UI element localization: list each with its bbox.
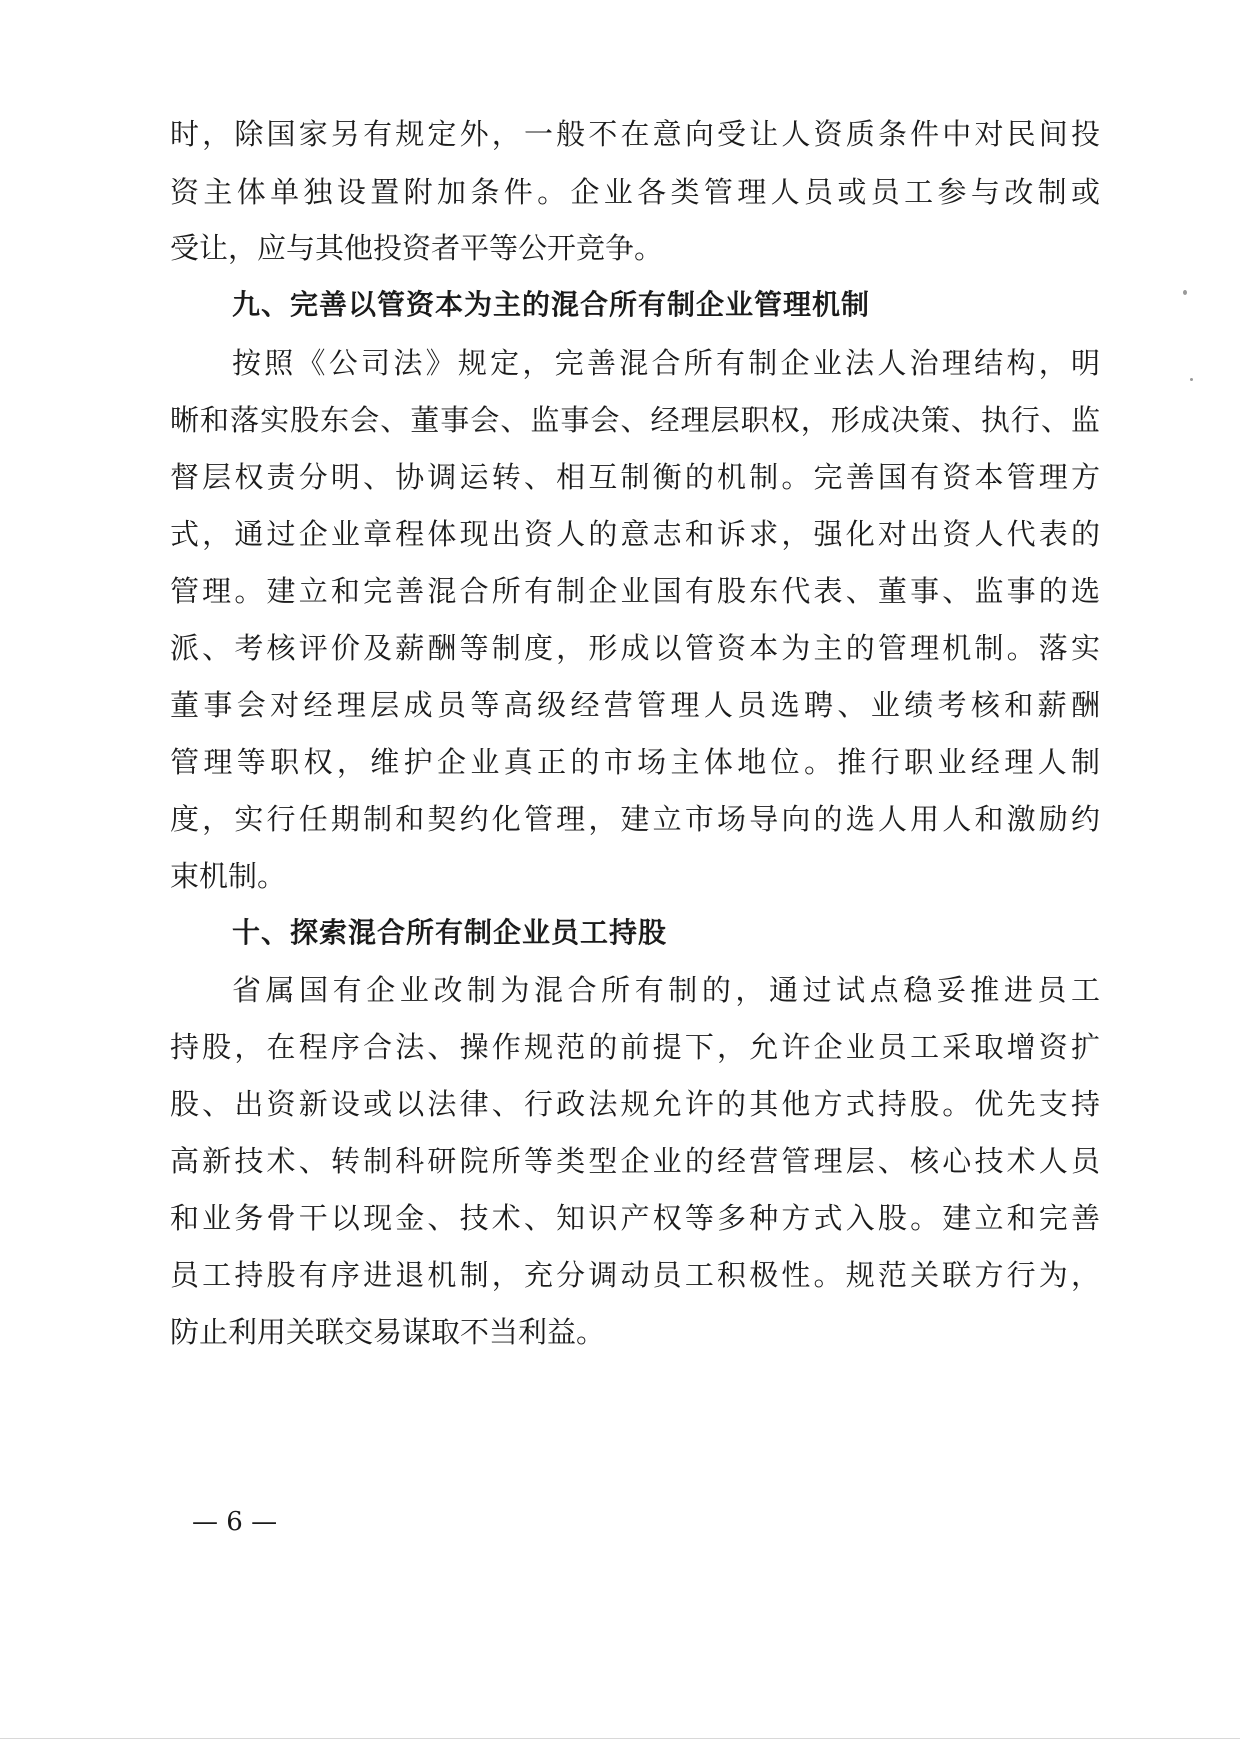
section-heading-9: 九、完善以管资本为主的混合所有制企业管理机制 bbox=[232, 288, 871, 321]
page-number: — 6 — bbox=[192, 1507, 278, 1537]
paragraph-line: 防止利用关联交易谋取不当利益。 bbox=[170, 1315, 606, 1349]
paragraph-line: 省属国有企业改制为混合所有制的，通过试点稳妥推进员工 bbox=[232, 973, 1100, 1007]
scan-speck bbox=[1183, 290, 1187, 295]
paragraph-line: 按照《公司法》规定，完善混合所有制企业法人治理结构，明 bbox=[232, 346, 1100, 380]
paragraph-line: 束机制。 bbox=[170, 859, 287, 893]
paragraph-line: 受让，应与其他投资者平等公开竞争。 bbox=[170, 231, 664, 265]
scan-edge bbox=[0, 1738, 1240, 1739]
paragraph-line: 股、出资新设或以法律、行政法规允许的其他方式持股。优先支持 bbox=[170, 1087, 1100, 1121]
paragraph-line: 度，实行任期制和契约化管理，建立市场导向的选人用人和激励约 bbox=[170, 802, 1100, 836]
paragraph-line: 管理。建立和完善混合所有制企业国有股东代表、董事、监事的选 bbox=[170, 574, 1100, 608]
paragraph-line: 资主体单独设置附加条件。企业各类管理人员或员工参与改制或 bbox=[170, 175, 1100, 209]
paragraph-line: 董事会对经理层成员等高级经营管理人员选聘、业绩考核和薪酬 bbox=[170, 688, 1100, 722]
paragraph-line: 时，除国家另有规定外，一般不在意向受让人资质条件中对民间投 bbox=[170, 117, 1100, 151]
paragraph-line: 管理等职权，维护企业真正的市场主体地位。推行职业经理人制 bbox=[170, 745, 1100, 779]
paragraph-line: 式，通过企业章程体现出资人的意志和诉求，强化对出资人代表的 bbox=[170, 517, 1100, 551]
section-heading-10: 十、探索混合所有制企业员工持股 bbox=[232, 916, 668, 949]
paragraph-line: 晰和落实股东会、董事会、监事会、经理层职权，形成决策、执行、监 bbox=[170, 403, 1100, 437]
scan-speck bbox=[1190, 378, 1193, 381]
paragraph-line: 持股，在程序合法、操作规范的前提下，允许企业员工采取增资扩 bbox=[170, 1030, 1100, 1064]
paragraph-line: 督层权责分明、协调运转、相互制衡的机制。完善国有资本管理方 bbox=[170, 460, 1100, 494]
paragraph-line: 员工持股有序进退机制，充分调动员工积极性。规范关联方行为， bbox=[170, 1258, 1100, 1292]
paragraph-line: 和业务骨干以现金、技术、知识产权等多种方式入股。建立和完善 bbox=[170, 1201, 1100, 1235]
paragraph-line: 高新技术、转制科研院所等类型企业的经营管理层、核心技术人员 bbox=[170, 1144, 1100, 1178]
paragraph-line: 派、考核评价及薪酬等制度，形成以管资本为主的管理机制。落实 bbox=[170, 631, 1100, 665]
